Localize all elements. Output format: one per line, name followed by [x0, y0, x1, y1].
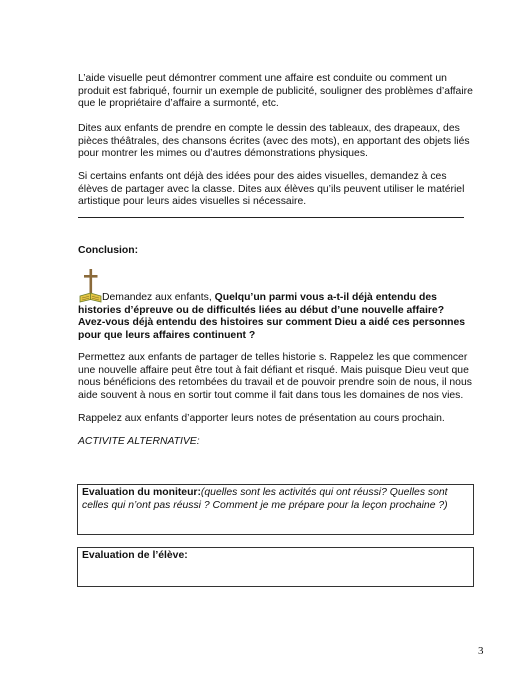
conclusion-intro: Demandez aux enfants,	[102, 292, 215, 303]
horizontal-rule	[78, 217, 464, 218]
evaluation-eleve-box[interactable]	[77, 547, 474, 587]
paragraph-visual-aid: L’aide visuelle peut démontrer comment une affaire est conduite ou comment un produit est fabriqué, fournir un exemple de publicité, souligner des problèmes d’affaire que le propriétaire d’affaire a surmonté, etc.	[78, 73, 473, 110]
evaluation-eleve-label: Evaluation de l’élève:	[82, 550, 188, 561]
evaluation-moniteur-text: (quelles sont les activités qui ont réussi? Quelles sont celles qui n’ont pas réussi ? Comment je me prépare pour la leçon prochaine ?)	[82, 487, 448, 511]
alternative-activity-label: ACTIVITE ALTERNATIVE:	[78, 436, 200, 447]
evaluation-moniteur-label: Evaluation du moniteur:	[82, 487, 201, 498]
conclusion-heading: Conclusion:	[78, 245, 139, 256]
page-number: 3	[478, 645, 484, 657]
evaluation-moniteur-box[interactable]	[77, 484, 474, 535]
conclusion-question: Quelqu’un parmi vous a-t-il déjà entendu des histories d’épreuve ou de difficultés liées au début d’une nouvelle affaire? Avez-vous déjà entendu des histoires sur comment Dieu a aidé ces personnes pour que leurs affaires continuent ?	[78, 292, 466, 341]
conclusion-question-paragraph	[78, 292, 473, 342]
paragraph-share: Permettez aux enfants de partager de telles historie s. Rappelez les que commencer une nouvelle affaire peut être tout à fait défiant et risqué. Mais puisque Dieu veut que nous bénéficions des retombées du travail et de pouvoir prendre soin de nous, il nous aide souvent à nous en sortir tout comme il fait dans tous les domaines de nos vies.	[78, 352, 472, 401]
paragraph-remind: Rappelez aux enfants d’apporter leurs notes de présentation au cours prochain.	[78, 413, 445, 424]
paragraph-ideas: Si certains enfants ont déjà des idées pour des aides visuelles, demandez à ces élèves de partager avec la classe. Dites aux élèves qu’ils peuvent utiliser le matériel artistique pour leurs aides visuelles si nécessaire.	[78, 171, 465, 208]
paragraph-instructions: Dites aux enfants de prendre en compte le dessin des tableaux, des drapeaux, des pièces théâtrales, des chansons écrites (avec des mots), en apportant des objets liés pour montrer les mimes ou d’autres démonstrations physiques.	[78, 123, 470, 160]
